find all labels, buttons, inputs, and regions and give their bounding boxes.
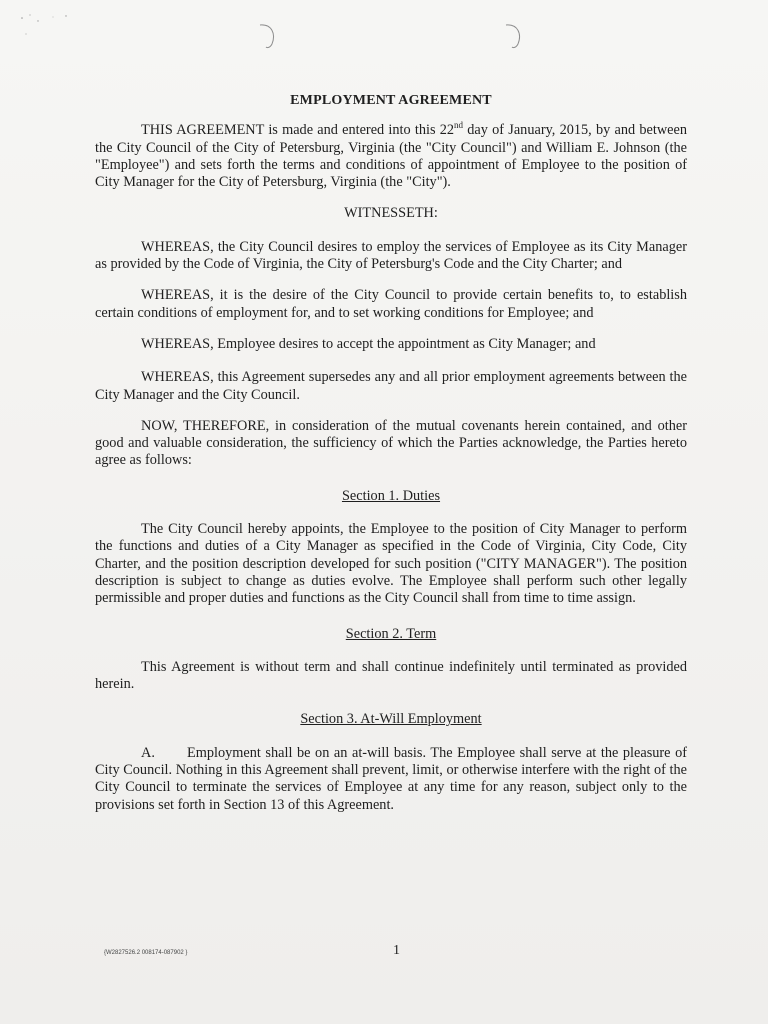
section-2-text: This Agreement is without term and shall continue indefinitely until terminated as provided herein. — [95, 658, 687, 693]
punch-hole-mark-right — [504, 22, 526, 50]
item-label-a: A. — [141, 744, 155, 761]
page-number: 1 — [393, 943, 400, 958]
whereas-paragraph-4: WHEREAS, this Agreement supersedes any and all prior employment agreements between the City Manager and the City Council. — [95, 369, 687, 403]
intro-paragraph: THIS AGREEMENT is made and entered into this 22nd day of January, 2015, by and between the City Council of the City of Petersburg, Virginia (the "City Council") and William E. Johnson (the "Employee") and sets forth the terms and conditions of appointment of Employee to the position of City Manager for the City of Petersburg, Virginia (the "City"). — [95, 120, 687, 191]
now-therefore-paragraph: NOW, THEREFORE, in consideration of the mutual covenants herein contained, and other good and valuable consideration, the sufficiency of which the Parties acknowledge, the Parties hereto agree as follows: — [95, 417, 687, 469]
section-3-item-a-text: Employment shall be on an at-will basis. The Employee shall serve at the pleasure of City Council. Nothing in this Agreement shall prevent, limit, or otherwise interfere with the right of the City Council to terminate the services of Employee at any time for any reason, subject only to the provisions set forth in Section 13 of this Agreement. — [95, 744, 687, 813]
document-title: EMPLOYMENT AGREEMENT — [290, 93, 492, 108]
witnesseth-heading: WITNESSETH: — [344, 205, 438, 222]
document-code: {W2827526.2 008174-087902 } — [104, 950, 188, 956]
whereas-paragraph-2: WHEREAS, it is the desire of the City Council to provide certain benefits to, to establish certain conditions of employment for, and to set working conditions for Employee; and — [95, 287, 687, 321]
section-3-heading: Section 3. At-Will Employment — [300, 711, 482, 728]
whereas-paragraph-1: WHEREAS, the City Council desires to employ the services of Employee as its City Manager as provided by the Code of Virginia, the City of Petersburg's Code and the City Charter; and — [95, 238, 687, 273]
punch-hole-mark-left — [258, 22, 280, 50]
section-2-heading: Section 2. Term — [345, 625, 437, 642]
section-3-item-a — [95, 745, 687, 814]
section-1-heading: Section 1. Duties — [341, 487, 441, 504]
scan-specks — [18, 12, 78, 42]
document-body — [95, 92, 687, 828]
section-1-text: The City Council hereby appoints, the Employee to the position of City Manager to perform the functions and duties of a City Manager as specified in the Code of Virginia, City Code, City Charter, and the position description developed for such position ("CITY MANAGER"). The position description is subject to change as duties evolve. The Employee shall perform such other legally permissible and proper duties and functions as the City Council shall from time to time assign. — [95, 521, 687, 607]
whereas-paragraph-3: WHEREAS, Employee desires to accept the appointment as City Manager; and — [141, 335, 596, 352]
